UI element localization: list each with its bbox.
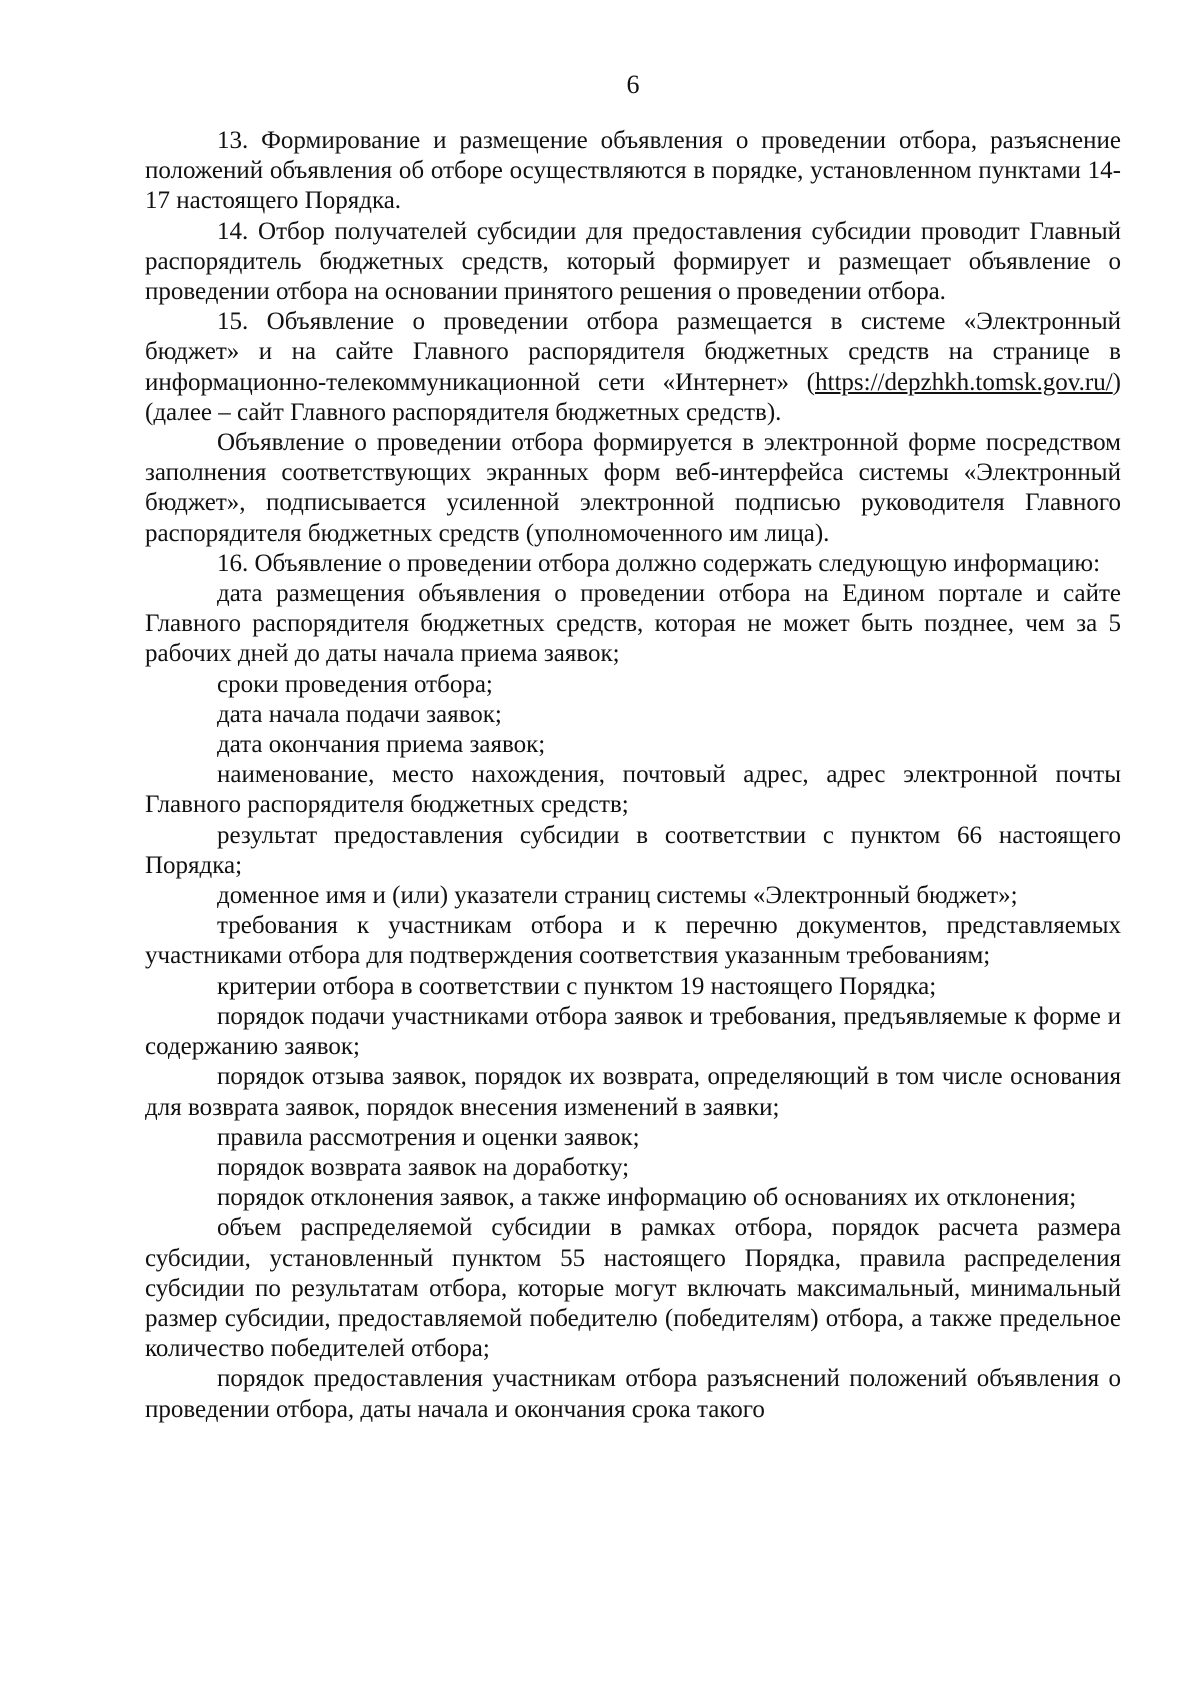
list-item: наименование, место нахождения, почтовый адрес, адрес электронной почты Главного распорядителя бюджетных средств;	[145, 761, 1121, 819]
list-item: результат предоставления субсидии в соответствии с пунктом 66 настоящего Порядка;	[145, 821, 1121, 879]
list-item: дата окончания приема заявок;	[217, 731, 546, 759]
paragraph-16: 16. Объявление о проведении отбора должно содержать следующую информацию:	[217, 549, 1101, 577]
list-item: дата начала подачи заявок;	[217, 700, 502, 728]
paragraph-15-text-after: ) (далее – сайт Главного распорядителя бюджетных средств).	[145, 368, 1121, 426]
list-item: требования к участникам отбора и к перечню документов, представляемых участниками отбора для подтверждения соответствия указанным требованиям;	[145, 912, 1121, 970]
paragraph-15	[145, 307, 1121, 428]
paragraph-electronic-form: Объявление о проведении отбора формируется в электронной форме посредством заполнения соответствующих экранных форм веб-интерфейса системы «Электронный бюджет», подписывается усиленной электронной подписью руководителя Главного распорядителя бюджетных средств (уполномоченного им лица).	[145, 429, 1121, 547]
list-item: порядок предоставления участникам отбора разъяснений положений объявления о проведении отбора, даты начала и окончания срока такого	[145, 1365, 1121, 1423]
paragraph-13: 13. Формирование и размещение объявления о проведении отбора, разъяснение положений объявления об отборе осуществляются в порядке, установленном пунктами 14-17 настоящего Порядка.	[145, 127, 1121, 215]
list-item: критерии отбора в соответствии с пунктом 19 настоящего Порядка;	[217, 972, 937, 1000]
paragraph-15-text-before: 15. Объявление о проведении отбора размещается в системе «Электронный бюджет» и на сайте Главного распорядителя бюджетных средств на странице в информационно-телекоммуникационной сети «Интернет» (	[145, 308, 1121, 396]
list-item: правила рассмотрения и оценки заявок;	[217, 1123, 640, 1151]
list-item: дата размещения объявления о проведении отбора на Едином портале и сайте Главного распорядителя бюджетных средств, которая не может быть позднее, чем за 5 рабочих дней до даты начала приема заявок;	[145, 580, 1121, 668]
list-item: сроки проведения отбора;	[217, 670, 493, 698]
list-item: объем распределяемой субсидии в рамках отбора, порядок расчета размера субсидии, установленный пунктом 55 настоящего Порядка, правила распределения субсидии по результатам отбора, которые могут включать максимальный, минимальный размер субсидии, предоставляемой победителю (победителям) отбора, а также предельное количество победителей отбора;	[145, 1214, 1121, 1363]
page-number: 6	[626, 70, 640, 99]
list-item: порядок возврата заявок на доработку;	[217, 1153, 630, 1181]
document-body	[145, 126, 1121, 1425]
list-item: порядок отзыва заявок, порядок их возврата, определяющий в том числе основания для возврата заявок, порядок внесения изменений в заявки;	[145, 1063, 1121, 1121]
list-item: порядок отклонения заявок, а также информацию об основаниях их отклонения;	[217, 1184, 1077, 1212]
list-item: порядок подачи участниками отбора заявок и требования, предъявляемые к форме и содержанию заявок;	[145, 1002, 1121, 1061]
paragraph-14: 14. Отбор получателей субсидии для предоставления субсидии проводит Главный распорядитель бюджетных средств, который формирует и размещает объявление о проведении отбора на основании принятого решения о проведении отбора.	[145, 217, 1121, 306]
document-page	[145, 0, 1121, 1698]
department-website-link[interactable]: https://depzhkh.tomsk.gov.ru/	[815, 368, 1113, 396]
list-item: доменное имя и (или) указатели страниц системы «Электронный бюджет»;	[217, 882, 1018, 910]
